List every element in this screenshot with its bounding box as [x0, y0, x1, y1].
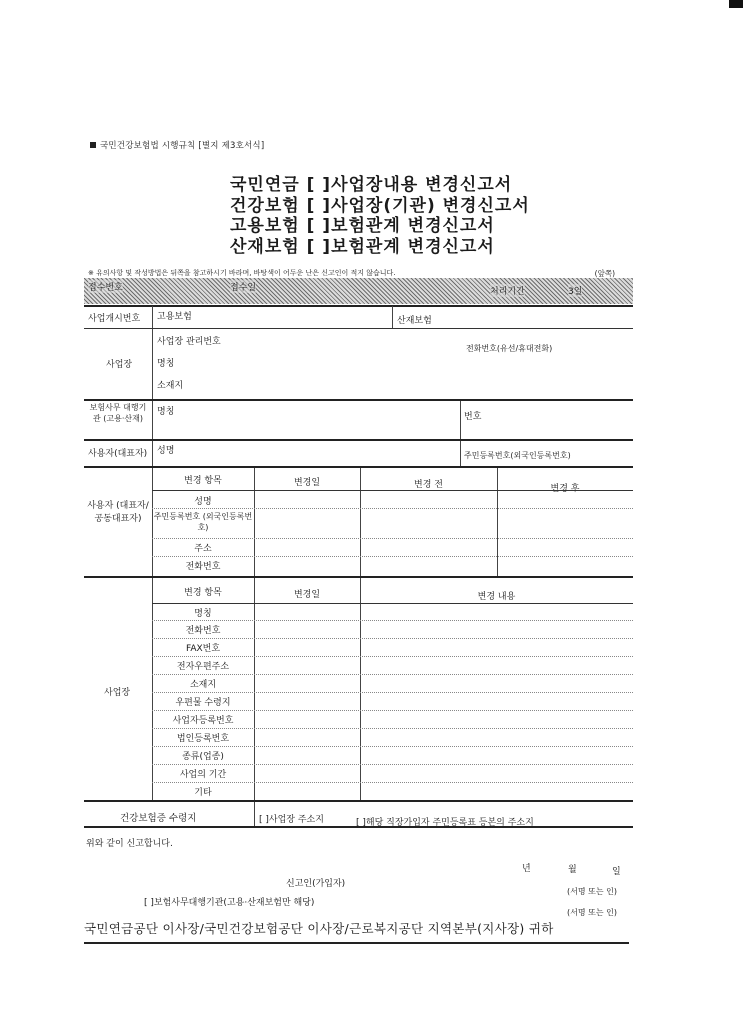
emp-header-date: 변경일: [293, 478, 321, 488]
divider: [360, 578, 361, 800]
form-id: [90, 139, 264, 151]
date-month: 월: [568, 865, 577, 875]
dotted-rule: [152, 620, 633, 621]
declaration-text: 위와 같이 신고합니다.: [86, 839, 173, 849]
emp-header-after: 변경 후: [550, 484, 580, 494]
scan-corner-mark: [729, 0, 743, 8]
workplace-mgmt-no-label: 사업장 관리번호: [157, 337, 221, 347]
rule: [84, 576, 633, 578]
form-titles: [230, 175, 570, 257]
wp-item-biz-period: 사업의 기간: [179, 770, 227, 780]
wp-header-date: 변경일: [293, 590, 321, 600]
processing-days: 3일: [568, 284, 582, 297]
wp-item-biz-reg: 사업자등록번호: [172, 716, 234, 726]
agency-name-label: 명칭: [157, 407, 175, 417]
employment-insurance-label: 고용보험: [157, 312, 192, 322]
rule: [152, 603, 633, 604]
employer-rrn-label: 주민등록번호(외국인등록번호): [464, 451, 571, 460]
rule: [84, 328, 633, 329]
divider: [152, 441, 153, 466]
dotted-rule: [152, 692, 633, 693]
dotted-rule: [152, 674, 633, 675]
wp-item-corp-reg: 법인등록번호: [176, 734, 230, 744]
dotted-rule: [152, 746, 633, 747]
title-employment: 고용보험 [ ]보험관계 변경신고서: [230, 216, 495, 236]
form-id-text: 국민건강보험법 시행규칙 [별지 제3호서식]: [100, 141, 265, 151]
divider: [152, 401, 153, 439]
health-card-mail-label: 건강보험증 수령지: [120, 813, 197, 824]
agency-label: 보험사무 대행기관 (고용·산재): [89, 403, 147, 423]
business-number-label: 사업개시번호: [88, 314, 141, 324]
date-day: 일: [612, 867, 621, 877]
emp-header-item: 변경 항목: [184, 476, 222, 486]
dotted-rule: [152, 728, 633, 729]
front-page-label: (앞쪽): [594, 269, 615, 278]
employer-name-label: 성명: [157, 446, 175, 456]
employer-label: 사용자(대표자): [88, 449, 148, 459]
reporter-label: 신고인(가입자): [286, 879, 346, 889]
agency-sign-label: [ ]보험사무대행기관(고용·산재보험만 해당): [144, 898, 315, 908]
square-bullet-icon: [90, 142, 96, 148]
wp-item-mail-recv: 우편물 수령지: [175, 698, 231, 708]
divider: [254, 578, 255, 800]
industrial-insurance-label: 산재보험: [397, 316, 432, 326]
workplace-label: 사업장: [106, 360, 133, 370]
receipt-number-label: 접수번호: [88, 280, 123, 293]
rule: [84, 466, 633, 468]
divider: [392, 306, 393, 328]
receipt-shaded-bar: [84, 278, 633, 304]
wp-header-content: 변경 내용: [477, 592, 516, 602]
divider: [152, 329, 153, 399]
reporter-signature: (서명 또는 인): [567, 887, 617, 896]
processing-period-label: 처리기간: [490, 284, 525, 297]
emp-item-phone: 전화번호: [185, 562, 221, 572]
health-mail-option-residence[interactable]: [ ]해당 직장가입자 주민등록표 등본의 주소지: [356, 818, 534, 828]
workplace-changes-label: 사업장: [104, 688, 131, 698]
dotted-rule: [152, 508, 633, 509]
receipt-date-label: 접수일: [230, 280, 256, 293]
rule: [84, 399, 633, 401]
emp-header-before: 변경 전: [414, 480, 443, 490]
workplace-phone-label: 전화번호(유선/휴대전화): [466, 344, 553, 353]
addressee: 국민연금공단 이사장/국민건강보험공단 이사장/근로복지공단 지역본부(지사장) 귀하: [84, 921, 554, 936]
agency-signature: (서명 또는 인): [567, 908, 617, 917]
employer-changes-label: 사용자 (대표자/ 공동대표자): [87, 501, 149, 524]
title-industrial: 산재보험 [ ]보험관계 변경신고서: [230, 236, 495, 257]
wp-item-email: 전자우편주소: [176, 662, 230, 672]
emp-item-name: 성명: [194, 497, 212, 507]
rule: [84, 826, 633, 828]
wp-item-fax: FAX번호: [185, 644, 221, 654]
dotted-rule: [152, 638, 633, 639]
title-pension: 국민연금 [ ]사업장내용 변경신고서: [230, 175, 513, 195]
wp-item-industry: 종류(업종): [182, 752, 224, 762]
wp-item-address: 소재지: [189, 680, 217, 690]
rule: [84, 942, 629, 944]
rule: [84, 800, 633, 802]
workplace-name-label: 명칭: [157, 359, 175, 369]
agency-number-label: 번호: [464, 412, 482, 422]
health-mail-option-workplace[interactable]: [ ]사업장 주소지: [259, 815, 324, 825]
divider: [152, 306, 153, 328]
dotted-rule: [152, 764, 633, 765]
dotted-rule: [152, 710, 633, 711]
instruction-note: ※ 유의사항 및 작성방법은 뒤쪽을 참고하시기 바라며, 바탕색이 어두운 난은 신고인이 적지 않습니다.: [88, 269, 396, 277]
wp-header-item: 변경 항목: [184, 588, 222, 598]
wp-item-other: 기타: [194, 788, 212, 798]
divider: [460, 441, 461, 466]
wp-item-name: 명칭: [194, 609, 212, 619]
dotted-rule: [152, 782, 633, 783]
dotted-rule: [152, 556, 633, 557]
divider: [460, 401, 461, 439]
title-health: 건강보험 [ ]사업장(기관) 변경신고서: [230, 195, 530, 216]
date-year: 년: [522, 864, 531, 874]
rule: [84, 439, 633, 441]
rule: [152, 490, 633, 491]
dotted-rule: [152, 538, 633, 539]
dotted-rule: [152, 656, 633, 657]
emp-item-address: 주소: [194, 544, 212, 554]
emp-item-rrn: 주민등록번호 (외국인등록번호): [153, 512, 253, 532]
wp-item-phone: 전화번호: [185, 626, 221, 636]
rule: [84, 305, 633, 307]
divider: [254, 802, 255, 826]
workplace-address-label: 소재지: [157, 381, 184, 391]
